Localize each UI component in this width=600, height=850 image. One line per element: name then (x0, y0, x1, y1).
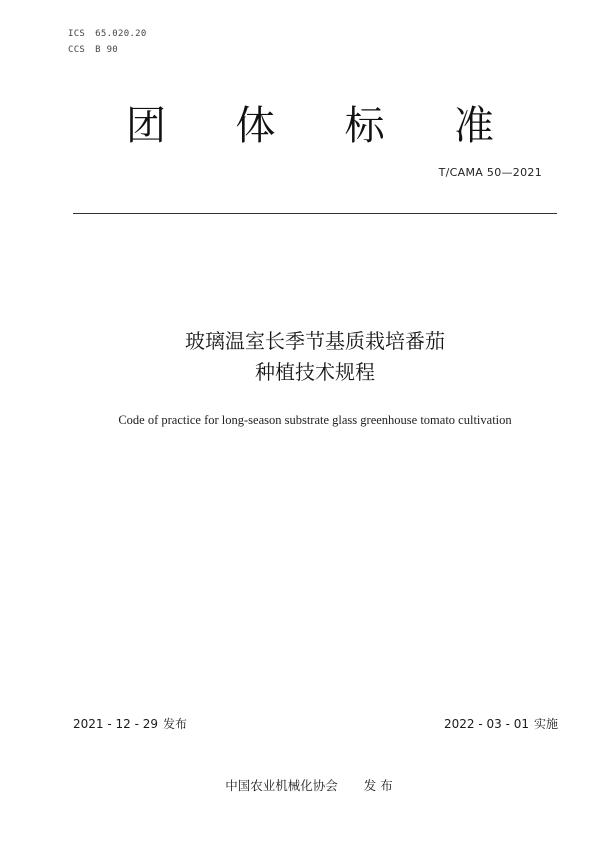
standard-type-char: 标 (344, 103, 385, 149)
english-title: Code of practice for long-season substrate glass greenhouse tomato cultivation (118, 413, 512, 427)
issue-date: 2021 - 12 - 29 (73, 717, 158, 731)
ics-code: 65.020.20 (95, 29, 147, 39)
standard-type-heading (126, 102, 494, 150)
ccs-label: CCS (68, 45, 86, 55)
publisher-name: 中国农业机械化协会 (225, 778, 338, 793)
standard-number: T/CAMA 50—2021 (438, 166, 542, 179)
standard-type-char: 团 (126, 103, 166, 149)
implementation-date: 2022 - 03 - 01 (443, 717, 529, 731)
publisher-block (0, 776, 600, 794)
ccs-classification (68, 45, 118, 55)
header-divider (73, 213, 557, 214)
chinese-title (0, 326, 600, 388)
implementation-label: 实施 (533, 717, 558, 731)
ccs-code: B 90 (95, 45, 119, 55)
publisher-action: 发 布 (363, 778, 393, 793)
standard-type-char: 准 (453, 103, 494, 149)
ics-classification (68, 29, 147, 39)
chinese-title-line-2: 种植技术规程 (255, 360, 375, 384)
issue-date-block (73, 715, 187, 732)
issue-label: 发布 (163, 717, 188, 731)
chinese-title-line-1: 玻璃温室长季节基质栽培番茄 (185, 329, 445, 353)
ics-label: ICS (68, 29, 86, 39)
implementation-date-block (444, 715, 558, 732)
standard-type-char: 体 (235, 103, 276, 149)
